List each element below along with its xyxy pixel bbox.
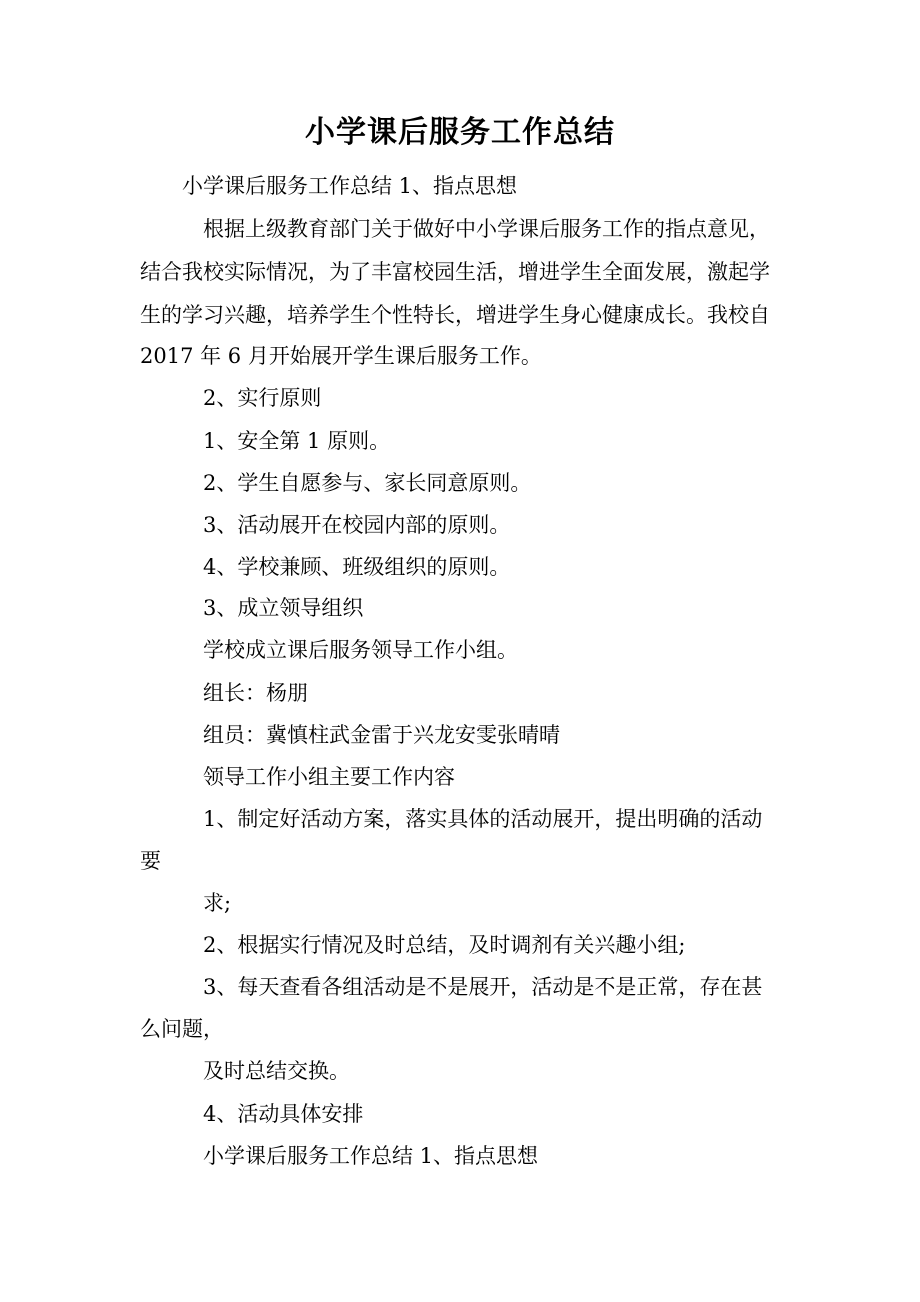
document-title: 小学课后服务工作总结 [305,115,615,150]
section-heading: 4、活动具体安排 [203,1102,364,1126]
paragraph-line: 要 [140,849,161,873]
paragraph-line: 求; [203,891,232,915]
section-heading: 2、实行原则 [203,386,322,410]
list-item: 3、活动展开在校园内部的原则。 [203,513,511,537]
paragraph-line: 领导工作小组主要工作内容 [203,765,455,789]
paragraph-line: 组员：冀慎柱武金雷于兴龙安雯张晴晴 [203,723,560,747]
paragraph-line: 及时总结交换。 [203,1059,350,1083]
list-item: 2、根据实行情况及时总结，及时调剂有关兴趣小组; [203,933,686,957]
paragraph-line: 结合我校实际情况，为了丰富校园生活，增进学生全面发展，激起学 [140,260,770,284]
paragraph-line: 么问题， [140,1017,224,1041]
list-item: 4、学校兼顾、班级组织的原则。 [203,555,511,579]
paragraph-line: 生的学习兴趣，培养学生个性特长，增进学生身心健康成长。我校自 [140,303,770,327]
paragraph-line: 学校成立课后服务领导工作小组。 [203,638,518,662]
list-item: 1、安全第 1 原则。 [203,429,391,453]
paragraph-line: 2017 年 6 月开始展开学生课后服务工作。 [140,344,542,368]
list-item: 2、学生自愿参与、家长同意原则。 [203,471,532,495]
list-item: 3、每天查看各组活动是不是展开，活动是不是正常，存在甚 [203,975,763,999]
list-item: 1、制定好活动方案，落实具体的活动展开，提出明确的活动 [203,807,763,831]
section-heading: 3、成立领导组织 [203,596,364,620]
paragraph-line: 小学课后服务工作总结 1、指点思想 [182,174,518,198]
paragraph-line: 小学课后服务工作总结 1、指点思想 [203,1144,539,1168]
paragraph-line: 组长：杨朋 [203,681,308,705]
paragraph-line: 根据上级教育部门关于做好中小学课后服务工作的指点意见， [203,217,770,241]
